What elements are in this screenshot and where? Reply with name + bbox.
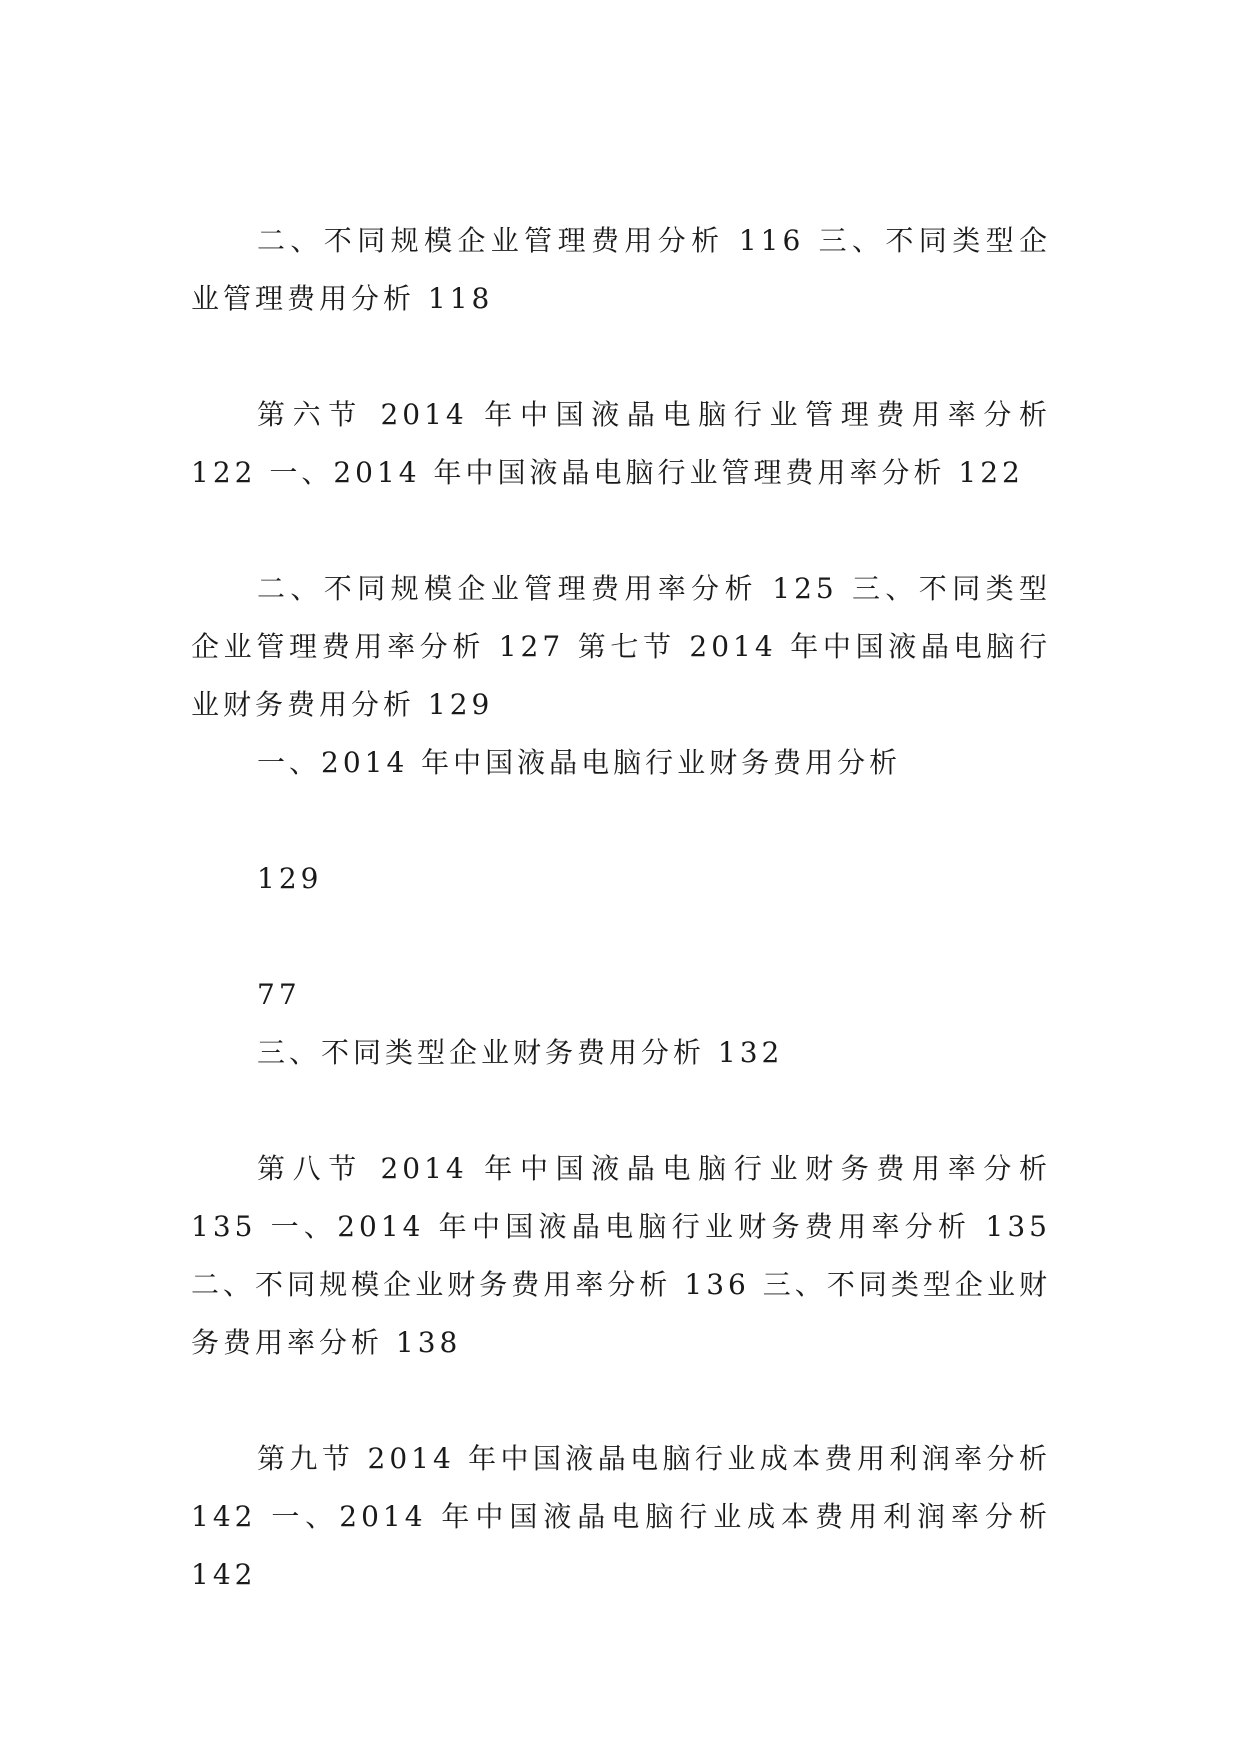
toc-paragraph-1: 二、不同规模企业管理费用分析 116 三、不同类型企业管理费用分析 118 <box>191 224 1051 315</box>
toc-paragraph-5: 三、不同类型企业财务费用分析 132 <box>257 1036 784 1069</box>
page-number-77: 77 <box>257 978 301 1011</box>
toc-paragraph-2: 第六节 2014 年中国液晶电脑行业管理费用率分析 122 一、2014 年中国液晶电脑行业管理费用率分析 122 <box>191 398 1051 489</box>
toc-paragraph-6: 第八节 2014 年中国液晶电脑行业财务费用率分析 135 一、2014 年中国液晶电脑行业财务费用率分析 135 二、不同规模企业财务费用率分析 136 三、不同类型企业财务费用率分析 138 <box>191 1152 1051 1359</box>
toc-paragraph-4: 一、2014 年中国液晶电脑行业财务费用分析 <box>257 746 902 779</box>
toc-paragraph-7: 第九节 2014 年中国液晶电脑行业成本费用利润率分析 142 一、2014 年中国液晶电脑行业成本费用利润率分析 142 <box>191 1442 1051 1591</box>
toc-paragraph-3: 二、不同规模企业管理费用率分析 125 三、不同类型企业管理费用率分析 127 第七节 2014 年中国液晶电脑行业财务费用分析 129 <box>191 572 1051 721</box>
page-number-129: 129 <box>257 862 323 895</box>
